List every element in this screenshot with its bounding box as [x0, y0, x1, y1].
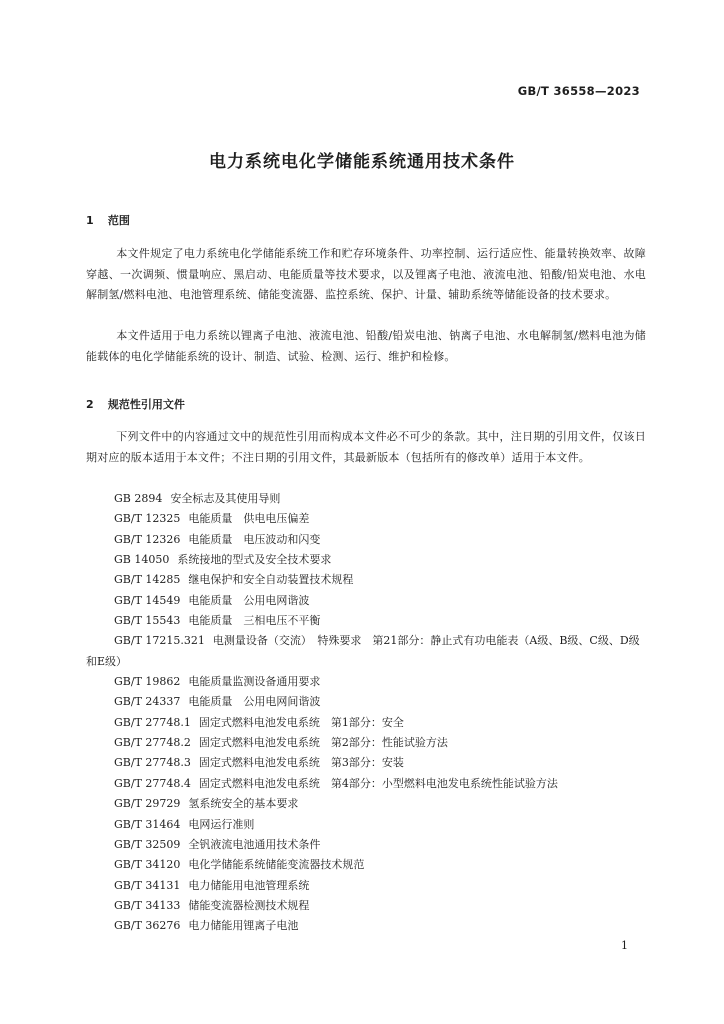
- section-1-heading: [86, 212, 130, 228]
- reference-item: [86, 896, 646, 916]
- reference-item: [86, 530, 646, 550]
- reference-code: GB/T 12325: [114, 512, 181, 526]
- reference-code: GB/T 24337: [114, 695, 181, 709]
- reference-title: 固定式燃料电池发电系统 第1部分：安全: [198, 715, 404, 729]
- reference-item: [86, 794, 646, 814]
- scope-paragraph-2: 本文件适用于电力系统以锂离子电池、液流电池、铅酸/铅炭电池、钠离子电池、水电解制氢/燃料电池为储能载体的电化学储能系统的设计、制造、试验、检测、运行、维护和检修。: [86, 329, 646, 363]
- reference-item: [86, 713, 646, 733]
- reference-code: GB/T 17215.321: [114, 634, 205, 648]
- standard-number: GB/T 36558—2023: [517, 84, 640, 98]
- reference-code: GB/T 34133: [114, 898, 181, 912]
- reference-item: [86, 591, 646, 611]
- section-number: 2: [86, 398, 94, 411]
- reference-code: GB/T 34120: [114, 858, 181, 872]
- reference-title: 电能质量 供电电压偏差: [188, 512, 310, 526]
- reference-code: GB/T 29729: [114, 797, 181, 811]
- reference-code: GB/T 19862: [114, 675, 181, 689]
- reference-code: GB/T 36276: [114, 919, 181, 933]
- document-title: 电力系统电化学储能系统通用技术条件: [209, 152, 515, 172]
- reference-title: 储能变流器检测技术规程: [188, 898, 310, 912]
- reference-title: 电网运行准则: [188, 817, 255, 831]
- reference-item: [86, 672, 646, 692]
- reference-code: GB/T 27748.4: [114, 776, 191, 790]
- reference-item: [86, 489, 646, 509]
- reference-code: GB/T 32509: [114, 837, 181, 851]
- reference-title: 电能质量监测设备通用要求: [188, 675, 321, 689]
- reference-item: [86, 774, 646, 794]
- reference-item: [86, 692, 646, 712]
- reference-title: 电能质量 公用电网谐波: [188, 593, 310, 607]
- section-title: 范围: [107, 214, 130, 227]
- reference-code: GB/T 31464: [114, 817, 181, 831]
- reference-item: [86, 876, 646, 896]
- reference-code: GB 2894: [114, 492, 163, 505]
- reference-item: [86, 835, 646, 855]
- reference-item: [86, 733, 646, 753]
- reference-title: 电力储能用锂离子电池: [188, 919, 299, 933]
- reference-item: [86, 611, 646, 631]
- reference-title: 电力储能用电池管理系统: [188, 878, 310, 892]
- reference-item: [86, 753, 646, 773]
- reference-title: 继电保护和安全自动装置技术规程: [188, 573, 354, 587]
- reference-title: 固定式燃料电池发电系统 第3部分：安装: [198, 756, 404, 770]
- reference-code: GB/T 12326: [114, 532, 181, 546]
- reference-title: 系统接地的型式及安全技术要求: [177, 553, 332, 567]
- reference-list: [86, 489, 646, 937]
- reference-code: GB/T 14549: [114, 593, 181, 607]
- page-number: 1: [621, 939, 628, 952]
- reference-item: [86, 815, 646, 835]
- reference-title: 电能质量 电压波动和闪变: [188, 532, 321, 546]
- reference-code: GB 14050: [114, 553, 170, 567]
- reference-item: [86, 631, 646, 672]
- reference-code: GB/T 14285: [114, 573, 181, 587]
- reference-code: GB/T 34131: [114, 878, 181, 892]
- reference-title: 全钒液流电池通用技术条件: [188, 837, 321, 851]
- section-title: 规范性引用文件: [107, 398, 185, 411]
- section-number: 1: [86, 214, 94, 227]
- reference-item: [86, 570, 646, 590]
- reference-code: GB/T 27748.1: [114, 715, 191, 729]
- reference-item: [86, 916, 646, 936]
- reference-title: 电测量设备（交流） 特殊要求 第21部分：静止式有功电能表（A级、B级、C级、D级和E级）: [86, 634, 640, 668]
- reference-code: GB/T 15543: [114, 614, 181, 628]
- reference-item: [86, 855, 646, 875]
- reference-code: GB/T 27748.3: [114, 756, 191, 770]
- section-2-heading: [86, 396, 185, 412]
- scope-paragraph-1: 本文件规定了电力系统电化学储能系统工作和贮存环境条件、功率控制、运行适应性、能量转换效率、故障穿越、一次调频、惯量响应、黑启动、电能质量等技术要求，以及锂离子电池、液流电池、铅酸/铅炭电池、水电解制氢/燃料电池、电池管理系统、储能变流器、监控系统、保护、计量、辅助系统等储能设备的技术要求。: [86, 247, 646, 301]
- reference-title: 电能质量 三相电压不平衡: [188, 614, 321, 628]
- reference-title: 安全标志及其使用导则: [170, 492, 281, 505]
- reference-title: 电能质量 公用电网间谐波: [188, 695, 321, 709]
- normative-references-intro: 下列文件中的内容通过文中的规范性引用而构成本文件必不可少的条款。其中，注日期的引用文件，仅该日期对应的版本适用于本文件；不注日期的引用文件，其最新版本（包括所有的修改单）适用于本文件。: [86, 430, 646, 464]
- reference-title: 氢系统安全的基本要求: [188, 797, 299, 811]
- reference-title: 固定式燃料电池发电系统 第2部分：性能试验方法: [198, 736, 448, 750]
- reference-title: 电化学储能系统储能变流器技术规范: [188, 858, 365, 872]
- reference-title: 固定式燃料电池发电系统 第4部分：小型燃料电池发电系统性能试验方法: [198, 776, 558, 790]
- reference-code: GB/T 27748.2: [114, 736, 191, 750]
- reference-item: [86, 509, 646, 529]
- reference-item: [86, 550, 646, 570]
